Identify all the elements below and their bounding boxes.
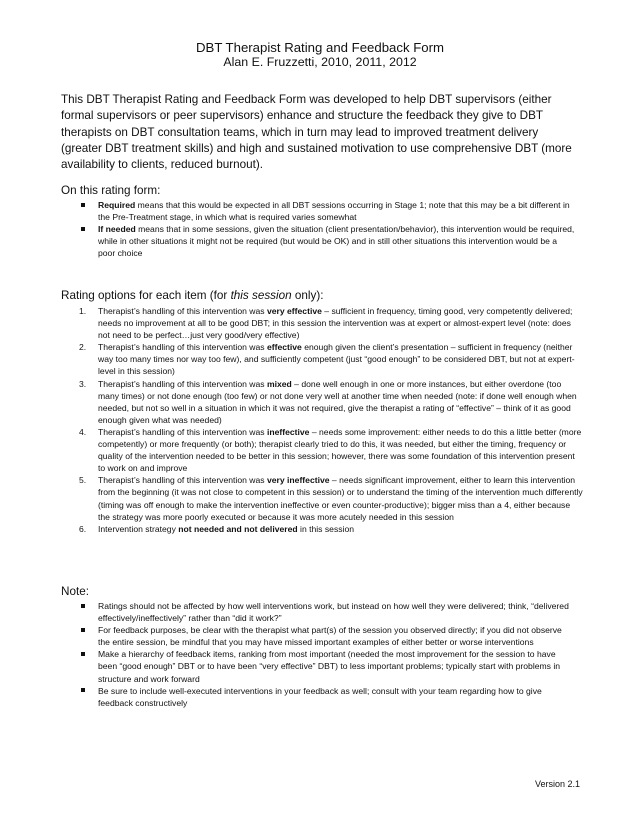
title-block — [0, 40, 640, 70]
item-number: 5. — [79, 475, 87, 486]
item-text: Therapist’s handling of this intervention was — [98, 475, 267, 486]
item-text: enough given the client’s presentation – sufficient in frequency (neither way too many times nor way too few), and sufficiently competent (just “good enough” to be considered DBT, but not at expert-level in this session) — [98, 342, 575, 377]
term-definition: means that this would be expected in all DBT sessions occurring in Stage 1; note that this may be a bit different in the Pre-Treatment stage, in which what is required varies somewhat — [98, 200, 570, 223]
item-number: 6. — [79, 523, 87, 534]
rating-options-list — [79, 305, 584, 535]
list-item — [98, 223, 576, 259]
item-rating: ineffective — [266, 426, 310, 437]
item-text: – sufficient in frequency, timing good, very competently delivered; needs no improvement at all to be good DBT; in this session the intervention was at expert or almost-expert level (note: does not need to be perfect…just very good/very effective) — [98, 306, 573, 341]
bullet-icon — [81, 688, 85, 692]
term-definition: means that in some sessions, given the situation (client presentation/behavior), this intervention would be required, while in other situations it might not be required (but would be OK) and in still other situations this intervention would be a poor choice — [98, 224, 575, 259]
item-number: 1. — [79, 306, 87, 316]
item-rating: very effective — [266, 306, 322, 316]
item-text: Therapist’s handling of this intervention was — [98, 342, 267, 353]
term-label: Required — [98, 200, 136, 210]
item-number: 2. — [79, 342, 87, 353]
heading-text: only): — [291, 289, 324, 302]
item-text: Therapist’s handling of this intervention was — [98, 306, 267, 316]
item-number: 3. — [79, 378, 87, 389]
version-label: Version 2.1 — [534, 779, 580, 789]
list-item — [79, 341, 584, 377]
note-heading: Note: — [61, 585, 89, 598]
note-text: Make a hierarchy of feedback items, ranking from most important (needed the most improvement for the session to have been “good enough” DBT or to have been “very effective” DBT) to less important problems; typically start with problems in structure and work forward — [98, 649, 561, 684]
bullet-icon — [81, 652, 85, 656]
note-text: Ratings should not be affected by how well interventions work, but instead on how well they were delivered; think, “delivered effectively/ineffectively” rather than “did it work?” — [98, 601, 569, 624]
list-item — [79, 523, 584, 535]
bullet-icon — [81, 628, 85, 632]
item-text: Intervention strategy — [98, 523, 179, 534]
list-item — [79, 426, 584, 474]
item-rating: effective — [266, 342, 302, 353]
list-item — [79, 378, 584, 426]
list-item — [98, 199, 576, 223]
note-list — [98, 600, 576, 709]
item-rating: very ineffective — [266, 475, 330, 486]
bullet-icon — [81, 227, 85, 231]
bullet-icon — [81, 203, 85, 207]
item-text: in this session — [297, 523, 355, 534]
term-label: If needed — [98, 224, 136, 235]
bullet-icon — [81, 604, 85, 608]
list-item — [98, 648, 576, 684]
item-rating: mixed — [266, 378, 292, 389]
item-rating: not needed and not delivered — [178, 523, 298, 534]
item-text: – needs significant improvement, either to learn this intervention from the beginning (it was not close to competent in this session) or to understand the timing of the intervention much differently (timing was off enough to make the intervention ineffective or even counter-productive); bigger miss than a 4, either because the strategy was more poorly executed or because it was more acutely needed in this session — [98, 475, 583, 522]
heading-emphasis: this session — [230, 289, 292, 302]
item-text: – done well enough in one or more instances, but either overdone (too many times) or not done enough (too few) or not done very well at another time when needed (note: if done well enough when needed, but not so well in a situation in which it was not required, give the therapist a rating of “effective” – think of it as good enough given what was needed) — [98, 378, 577, 425]
item-text: – needs some improvement: either needs to do this a little better (more competently) or more frequently (or both); therapist clearly tried to do this, it was needed, but either the timing, frequency or quality of the intervention needed to be better in this session; however, there was some foundation of this intervention present to work on and improve — [98, 426, 582, 474]
item-text: Therapist’s handling of this intervention was — [98, 378, 267, 389]
list-item — [98, 624, 576, 648]
document-title: DBT Therapist Rating and Feedback Form — [196, 40, 444, 55]
item-number: 4. — [79, 426, 87, 437]
list-item — [79, 474, 584, 522]
list-item — [98, 685, 576, 709]
item-text: Therapist’s handling of this intervention was — [98, 426, 267, 437]
rating-form-list — [98, 199, 576, 259]
note-text: Be sure to include well-executed interventions in your feedback as well; consult with your team regarding how to give feedback constructively — [98, 685, 542, 708]
author-line: Alan E. Fruzzetti, 2010, 2011, 2012 — [223, 55, 417, 69]
list-item — [98, 600, 576, 624]
intro-paragraph: This DBT Therapist Rating and Feedback Form was developed to help DBT supervisors (either formal supervisors or peer supervisors) enhance and structure the feedback they give to DBT therapists on DBT consultation teams, which in turn may lead to improved treatment delivery (greater DBT treatment skills) and high and sustained motivation to use comprehensive DBT (more availability to clients, reduced burnout). — [61, 93, 572, 172]
note-text: For feedback purposes, be clear with the therapist what part(s) of the session you observed directly; if you did not observe the entire session, be mindful that you may have missed important examples of either better or worse interventions — [98, 625, 562, 648]
list-item — [79, 305, 584, 341]
rating-options-heading — [61, 288, 323, 303]
rating-form-heading: On this rating form: — [61, 184, 161, 197]
heading-text: Rating options for each item (for — [61, 289, 231, 302]
